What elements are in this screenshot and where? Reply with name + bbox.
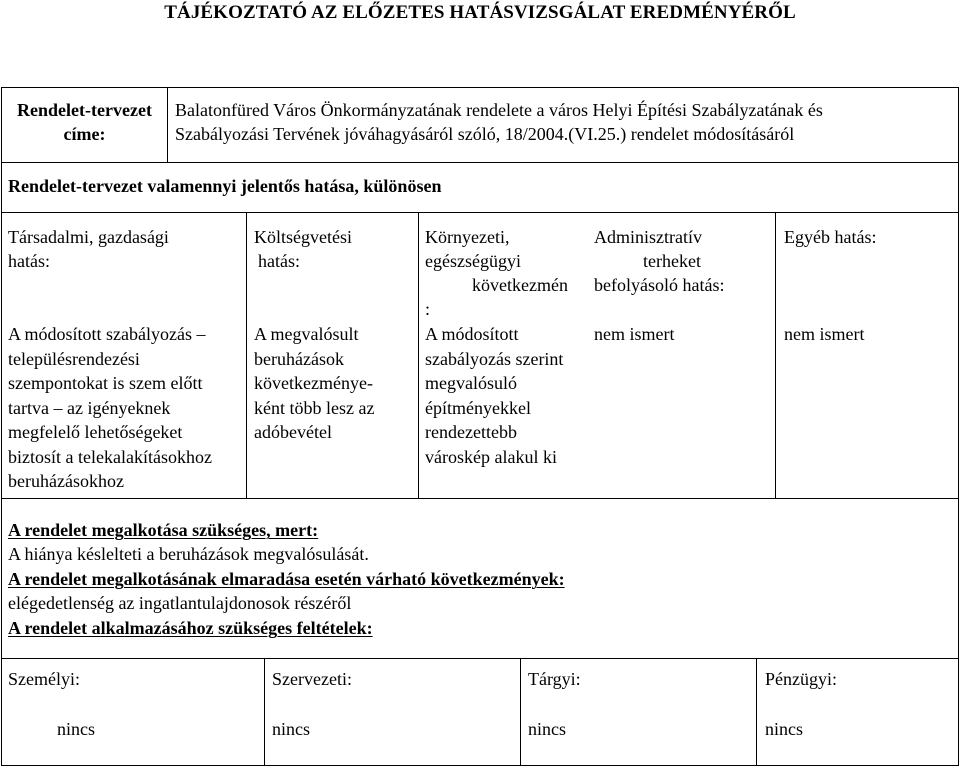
szukseges-label: A rendelet megalkotása szükséges, mert: bbox=[8, 520, 319, 540]
elmaradas-label: A rendelet megalkotásának elmaradása esetén várható következmények: bbox=[8, 569, 565, 589]
tarsadalmi-header-line1: Társadalmi, gazdasági bbox=[8, 227, 169, 247]
row-divider-heading bbox=[1, 212, 959, 213]
feltetel-header-szervezeti: Szervezeti: bbox=[272, 669, 352, 689]
kornyezeti-header-line4: : bbox=[425, 299, 431, 319]
condition-col-divider-3 bbox=[756, 658, 757, 765]
tarsadalmi-body: A módosított szabályozás – településrendezési szempontokat is szem előtt tartva – az igényeknek megfelelő lehetőségeket biztosít a telekalakításokhoz beruházásokhoz bbox=[8, 324, 212, 491]
feltetel-value-szervezeti: nincs bbox=[272, 719, 310, 739]
condition-col-divider-2 bbox=[520, 658, 521, 765]
elmaradas-text: elégedetlenség az ingatlantulajdonosok részéről bbox=[8, 593, 352, 613]
kornyezeti-header-line3: következmén bbox=[472, 275, 568, 295]
hatasok-heading: Rendelet-tervezet valamennyi jelentős hatása, különösen bbox=[8, 176, 442, 196]
table-border-bottom bbox=[1, 765, 959, 766]
tarsadalmi-header-line2: hatás: bbox=[8, 251, 50, 271]
feltetel-value-targyi: nincs bbox=[528, 719, 566, 739]
table-border-left bbox=[1, 87, 2, 766]
adminisztrativ-header-line3: befolyásoló hatás: bbox=[594, 275, 725, 295]
feltetel-value-penzugyi: nincs bbox=[765, 719, 803, 739]
kornyezeti-body: A módosított szabályozás szerint megvalósuló építményekkel rendezettebb városkép alakul ki bbox=[425, 324, 564, 467]
cim-text-line1: Balatonfüred Város Önkormányzatának rendelete a város Helyi Építési Szabályzatának és bbox=[175, 100, 823, 120]
impact-col-divider-2 bbox=[418, 212, 419, 498]
feltetel-value-szemelyi: nincs bbox=[57, 719, 95, 739]
adminisztrativ-body: nem ismert bbox=[594, 324, 675, 344]
cim-label-line1: Rendelet-tervezet bbox=[17, 100, 152, 120]
szukseges-text: A hiánya késlelteti a beruházások megvalósulását. bbox=[8, 544, 369, 564]
koltsegvetesi-header-line1: Költségvetési bbox=[254, 227, 352, 247]
koltsegvetesi-body: A megvalósult beruházások következménye- ként több lesz az adóbevétel bbox=[254, 324, 375, 442]
feltetel-header-penzugyi: Pénzügyi: bbox=[765, 669, 837, 689]
feltetelek-label: A rendelet alkalmazásához szükséges feltételek: bbox=[8, 618, 373, 638]
row-divider-conditions bbox=[1, 658, 959, 659]
cim-divider bbox=[167, 87, 168, 162]
kornyezeti-header-line1: Környezeti, bbox=[425, 227, 510, 247]
cim-text-line2: Szabályozási Tervének jóváhagyásáról szóló, 18/2004.(VI.25.) rendelet módosításáról bbox=[175, 124, 795, 144]
impact-col-divider-1 bbox=[246, 212, 247, 498]
koltsegvetesi-header-line2: hatás: bbox=[258, 251, 300, 271]
adminisztrativ-header-line1: Adminisztratív bbox=[594, 227, 702, 247]
row-divider-cim bbox=[1, 162, 959, 163]
cim-label-line2: címe: bbox=[63, 124, 106, 144]
document-title: TÁJÉKOZTATÓ AZ ELŐZETES HATÁSVIZSGÁLAT EREDMÉNYÉRŐL bbox=[164, 2, 796, 23]
impact-col-divider-3 bbox=[775, 212, 776, 498]
feltetel-header-szemelyi: Személyi: bbox=[8, 669, 80, 689]
adminisztrativ-header-line2: terheket bbox=[643, 251, 701, 271]
table-border-top bbox=[1, 87, 959, 88]
table-border-right bbox=[958, 87, 959, 766]
egyeb-body: nem ismert bbox=[784, 324, 865, 344]
kornyezeti-header-line2: egészségügyi bbox=[425, 251, 521, 271]
row-divider-impacts bbox=[1, 498, 959, 499]
condition-col-divider-1 bbox=[264, 658, 265, 765]
feltetel-header-targyi: Tárgyi: bbox=[528, 669, 581, 689]
egyeb-header-line1: Egyéb hatás: bbox=[784, 227, 877, 247]
